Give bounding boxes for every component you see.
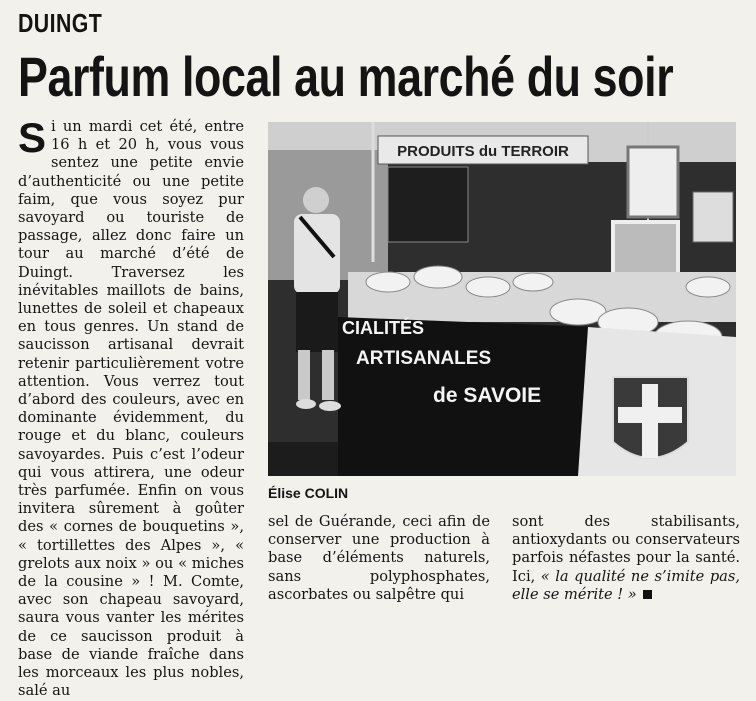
banner-line-1: CIALITÉS xyxy=(342,318,425,338)
article-column-2: sel de Guérande, ceci afin de conserver une production à base d’éléments naturels, sans polyphosphates, ascorbates ou salpêtre qui xyxy=(268,513,490,603)
end-mark xyxy=(643,590,652,599)
article-column-3 xyxy=(512,513,740,604)
closing-quote: « la qualité ne s’imite pas, elle se mérite ! » xyxy=(512,567,740,603)
photo-illustration xyxy=(268,122,736,476)
market-stall-photo xyxy=(268,122,736,476)
article-column-1 xyxy=(18,114,244,701)
banner-line-3: de SAVOIE xyxy=(433,384,542,407)
article-kicker: DUINGT xyxy=(18,8,103,38)
banner-line-2: ARTISANALES xyxy=(356,348,492,369)
column-1-text: i un mardi cet été, entre 16 h et 20 h, vous vous sentez une petite envie d’authenticité ou une petite faim, que vous soyez pur savoyard ou touriste de passage, allez donc faire un tour au marché d’été de Duingt. Traversez les inévitables maillots de bains, lunettes de soleil et chapeaux en tous genres. Un stand de saucisson artisanal devrait retenir particulièrement votre attention. Vous verrez tout d’abord des couleurs, avec en dominante évidemment, du rouge et du blanc, couleurs savoyardes. Puis c’est l’odeur qui vous attirera, une odeur très parfumée. Enfin on vous invitera sûrement à goûter des « cornes de bouquetins », « tortillettes des Alpes », « grelots aux noix » ou « miches de la cousine » ! M. Comte, avec son chapeau savoyard, saura vous vanter les mérites de ce saucisson produit à base de viande fraîche dans les morceaux les plus nobles, salé au xyxy=(18,118,244,700)
photo-credit: Élise COLIN xyxy=(268,485,349,501)
article-headline: Parfum local au marché du soir xyxy=(18,45,674,108)
drop-cap: S xyxy=(18,114,47,161)
column-3-text: sont des stabilisants, antioxydants ou conservateurs parfois néfastes pour la santé. Ici, xyxy=(512,513,740,585)
sign-produits-terroir: PRODUITS du TERROIR xyxy=(397,143,569,160)
